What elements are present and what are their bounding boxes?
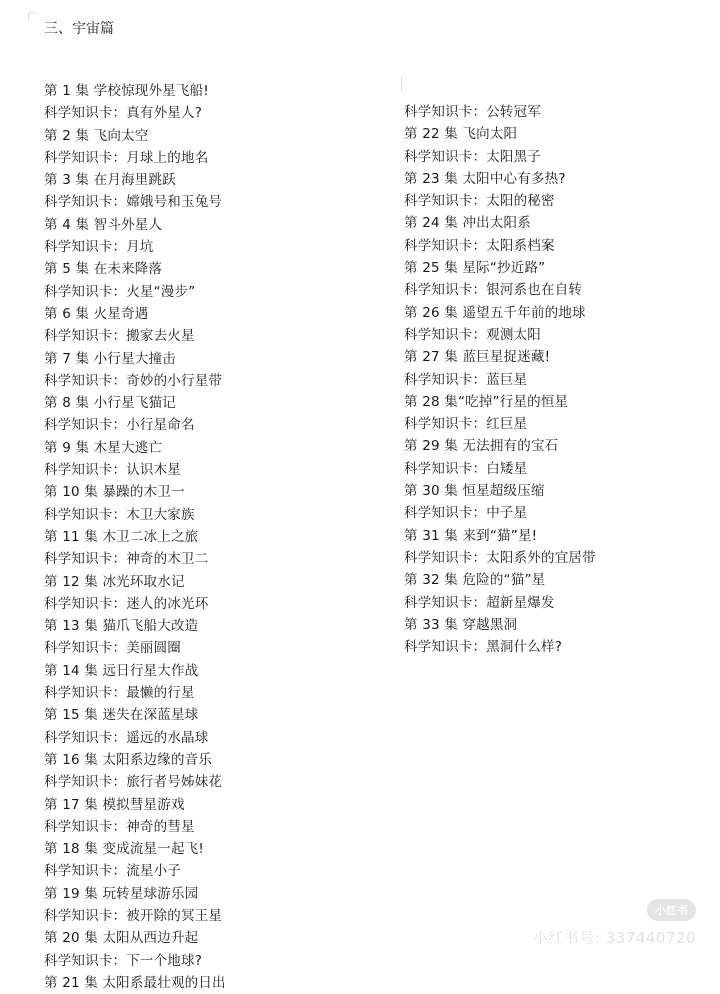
page-corner-mark <box>28 12 37 21</box>
episode-entry: 第 25 集 星际“抄近路” <box>404 260 546 277</box>
knowledge-card-entry: 科学知识卡：银河系也在自转 <box>404 282 583 299</box>
episode-entry: 第 1 集 学校惊现外星飞船! <box>44 83 209 99</box>
knowledge-card-entry: 科学知识卡：认识木星 <box>44 462 181 479</box>
episode-entry: 第 31 集 来到“猫”星! <box>404 527 538 544</box>
episode-entry: 第 15 集 迷失在深蓝星球 <box>44 707 199 724</box>
episode-entry: 第 27 集 蓝巨星捉迷藏! <box>404 349 551 366</box>
knowledge-card-entry: 科学知识卡：月坑 <box>44 239 154 256</box>
knowledge-card-entry: 科学知识卡：观测太阳 <box>404 326 541 343</box>
knowledge-card-entry: 科学知识卡：中子星 <box>404 505 528 522</box>
episode-entry: 第 9 集 木星大逃亡 <box>44 439 163 456</box>
episode-entry: 第 5 集 在未来降落 <box>44 261 163 278</box>
knowledge-card-entry: 科学知识卡：神奇的木卫二 <box>44 551 209 568</box>
episode-entry: 第 21 集 太阳系最壮观的日出 <box>44 974 226 991</box>
episode-entry: 第 8 集 小行星飞猫记 <box>44 395 176 412</box>
episode-entry: 第 32 集 危险的“猫”星 <box>404 572 546 589</box>
episode-entry: 第 24 集 冲出太阳系 <box>404 215 531 232</box>
episode-entry: 第 2 集 飞向太空 <box>44 127 149 144</box>
knowledge-card-entry: 科学知识卡：搬家去火星 <box>44 328 195 345</box>
episode-entry: 第 23 集 太阳中心有多热? <box>404 170 566 187</box>
knowledge-card-entry: 科学知识卡：太阳黑子 <box>404 148 541 165</box>
knowledge-card-entry: 科学知识卡：木卫大家族 <box>44 506 195 523</box>
knowledge-card-entry: 科学知识卡：太阳系外的宜居带 <box>404 549 596 566</box>
episode-entry: 第 4 集 智斗外星人 <box>44 216 163 233</box>
episode-entry: 第 30 集 恒星超级压缩 <box>404 483 545 500</box>
episode-entry: 第 22 集 飞向太阳 <box>404 126 518 143</box>
knowledge-card-entry: 科学知识卡：超新星爆发 <box>404 594 555 611</box>
knowledge-card-entry: 科学知识卡：黑洞什么样? <box>404 639 563 656</box>
knowledge-card-entry: 科学知识卡：火星“漫步” <box>44 283 196 300</box>
knowledge-card-entry: 科学知识卡：最懒的行星 <box>44 685 195 702</box>
knowledge-card-entry: 科学知识卡：太阳的秘密 <box>404 193 555 210</box>
episode-entry: 第 12 集 冰光环取水记 <box>44 573 185 590</box>
episode-entry: 第 33 集 穿越黑洞 <box>404 616 518 633</box>
knowledge-card-entry: 科学知识卡：白矮星 <box>404 460 528 477</box>
episode-entry: 第 10 集 暴躁的木卫一 <box>44 484 185 501</box>
knowledge-card-entry: 科学知识卡：红巨星 <box>404 416 528 433</box>
episode-entry: 第 20 集 太阳从西边升起 <box>44 930 199 947</box>
knowledge-card-entry: 科学知识卡：蓝巨星 <box>404 371 528 388</box>
knowledge-card-entry: 科学知识卡：公转冠军 <box>404 104 541 120</box>
knowledge-card-entry: 科学知识卡：奇妙的小行星带 <box>44 372 223 389</box>
knowledge-card-entry: 科学知识卡：真有外星人? <box>44 105 203 122</box>
episode-entry: 第 28 集“吃掉”行星的恒星 <box>404 393 569 410</box>
episode-entry: 第 14 集 远日行星大作战 <box>44 662 199 679</box>
knowledge-card-entry: 科学知识卡：太阳系档案 <box>404 237 555 254</box>
episode-entry: 第 6 集 火星奇遇 <box>44 305 149 322</box>
knowledge-card-entry: 科学知识卡：迷人的冰光环 <box>44 595 209 612</box>
knowledge-card-entry: 科学知识卡：遥远的水晶球 <box>44 729 209 746</box>
episode-entry: 第 11 集 木卫二冰上之旅 <box>44 528 199 545</box>
episode-entry: 第 16 集 太阳系边缘的音乐 <box>44 751 213 768</box>
watermark-id: 小红书号: 337440720 <box>532 929 696 947</box>
episode-entry: 第 3 集 在月海里跳跃 <box>44 172 176 189</box>
knowledge-card-entry: 科学知识卡：小行星命名 <box>44 417 195 434</box>
episode-entry: 第 18 集 变成流星一起飞! <box>44 841 204 858</box>
knowledge-card-entry: 科学知识卡：流星小子 <box>44 863 181 880</box>
knowledge-card-entry: 科学知识卡：下一个地球? <box>44 952 203 969</box>
episode-list-left <box>44 80 364 994</box>
knowledge-card-entry: 科学知识卡：月球上的地名 <box>44 149 209 166</box>
knowledge-card-entry: 科学知识卡：被开除的冥王星 <box>44 907 223 924</box>
episode-entry: 第 17 集 模拟彗星游戏 <box>44 796 185 813</box>
watermark-logo: 小红书 <box>647 899 696 921</box>
episode-entry: 第 29 集 无法拥有的宝石 <box>404 438 559 455</box>
watermark <box>533 899 696 948</box>
knowledge-card-entry: 科学知识卡：美丽圆圈 <box>44 640 181 657</box>
episode-entry: 第 26 集 遥望五千年前的地球 <box>404 304 586 321</box>
episode-entry: 第 7 集 小行星大撞击 <box>44 350 176 367</box>
episode-entry: 第 19 集 玩转星球游乐园 <box>44 885 199 902</box>
episode-entry: 第 13 集 猫爪飞船大改造 <box>44 618 199 635</box>
knowledge-card-entry: 科学知识卡：旅行者号姊妹花 <box>44 774 223 791</box>
knowledge-card-entry: 科学知识卡：嫦娥号和玉兔号 <box>44 194 223 211</box>
knowledge-card-entry: 科学知识卡：神奇的彗星 <box>44 818 195 835</box>
section-title: 三、宇宙篇 <box>44 21 114 37</box>
episode-list-right <box>404 101 704 658</box>
column-divider <box>401 76 402 92</box>
